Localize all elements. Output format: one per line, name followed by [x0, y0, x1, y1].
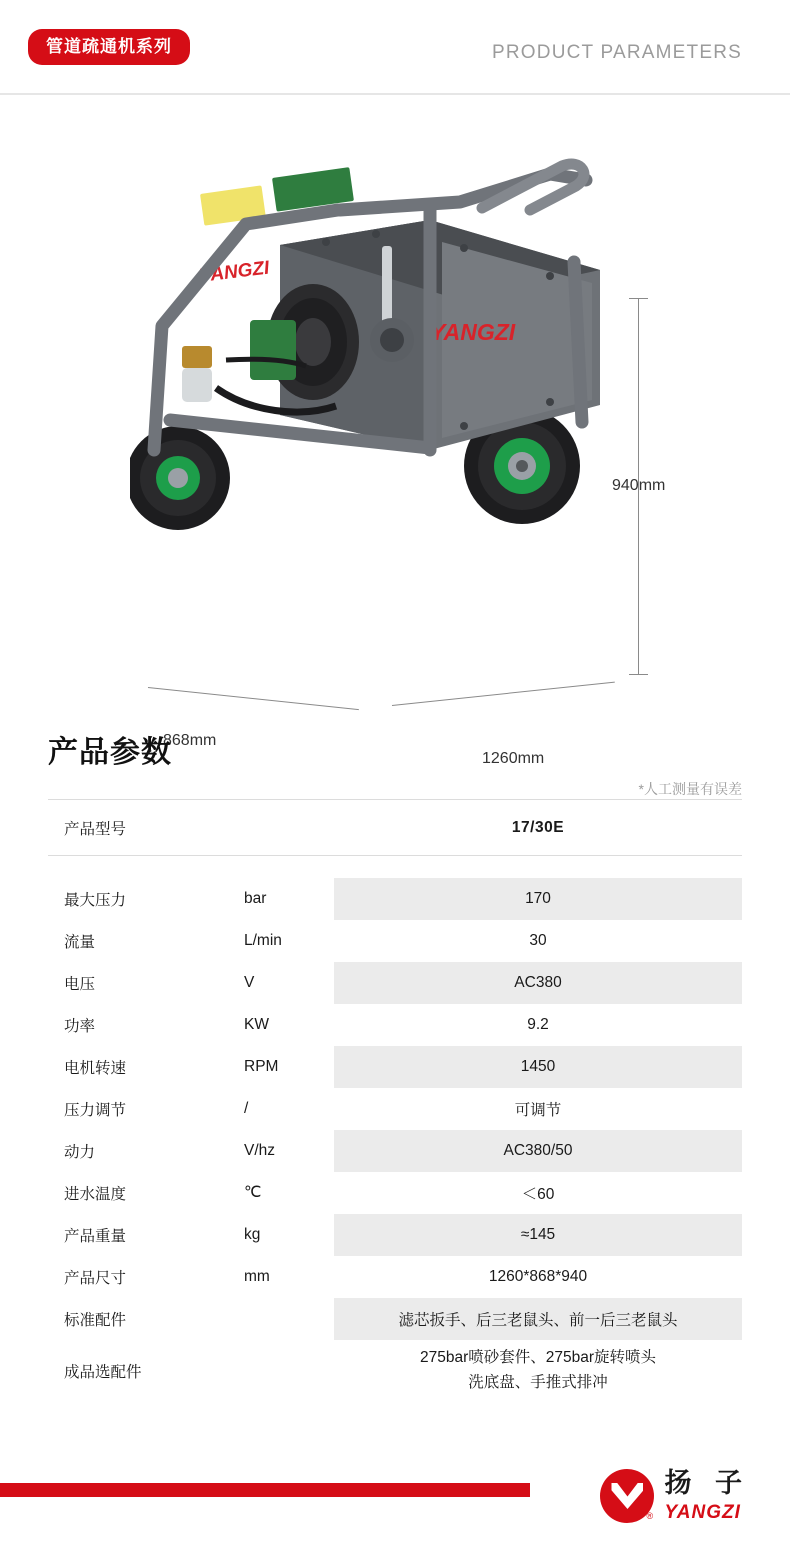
model-label: 产品型号 — [48, 800, 244, 856]
table-row — [48, 1046, 742, 1088]
spec-name: 功率 — [64, 1017, 96, 1035]
registered-mark: ® — [646, 1511, 654, 1521]
spec-value: 1260*868*940 — [488, 1267, 588, 1285]
spec-unit — [244, 1298, 334, 1340]
spec-name: 进水温度 — [64, 1185, 127, 1203]
spec-unit: mm — [244, 1267, 270, 1285]
width-dimension-line — [392, 682, 615, 706]
table-row — [48, 1172, 742, 1214]
spec-value — [334, 1340, 742, 1402]
table-row — [48, 1214, 742, 1256]
spec-unit: KW — [244, 1015, 269, 1033]
table-row-model — [48, 800, 742, 856]
model-unit — [244, 800, 334, 856]
table-row — [48, 878, 742, 920]
spec-section — [0, 727, 790, 1402]
spec-value: ＜60 — [521, 1185, 555, 1203]
table-row — [48, 1340, 742, 1402]
spec-unit: ℃ — [244, 1184, 262, 1201]
page-footer — [0, 1465, 790, 1555]
spec-rows-container — [48, 878, 742, 1402]
table-row — [48, 1256, 742, 1298]
spec-name: 产品重量 — [48, 1214, 244, 1256]
spec-value: AC380 — [334, 962, 742, 1004]
spec-name: 标准配件 — [48, 1298, 244, 1340]
spec-value-line: 275bar喷砂套件、275bar旋转喷头 — [419, 1349, 657, 1367]
table-row — [48, 1130, 742, 1172]
spec-value: 170 — [334, 878, 742, 920]
table-row — [48, 1298, 742, 1340]
spec-name: 最大压力 — [48, 878, 244, 920]
spec-value: 可调节 — [514, 1101, 562, 1119]
product-photo — [130, 150, 600, 570]
footer-red-bar — [0, 1483, 530, 1497]
spec-table-body — [48, 800, 742, 878]
brand-logo — [600, 1469, 750, 1523]
spec-unit: kg — [244, 1214, 334, 1256]
table-row — [48, 962, 742, 1004]
height-dimension-label: 940mm — [612, 477, 666, 494]
spec-unit — [244, 1340, 334, 1402]
table-row — [48, 920, 742, 962]
spec-value: AC380/50 — [334, 1130, 742, 1172]
width-dimension-label: 1260mm — [482, 750, 545, 767]
spec-unit: V/hz — [244, 1130, 334, 1172]
spec-name: 流量 — [64, 933, 96, 951]
spec-name: 成品选配件 — [64, 1363, 142, 1381]
spec-value: 1450 — [334, 1046, 742, 1088]
spec-value: 9.2 — [527, 1015, 549, 1033]
model-value: 17/30E — [334, 800, 742, 856]
table-row — [48, 1004, 742, 1046]
spec-unit: V — [244, 962, 334, 1004]
section-title: 产品参数 — [48, 736, 172, 769]
spec-name: 动力 — [48, 1130, 244, 1172]
table-spacer-row — [48, 856, 742, 878]
wheel-front-left — [130, 426, 230, 530]
spec-unit: L/min — [244, 931, 282, 949]
spec-name: 电机转速 — [48, 1046, 244, 1088]
spec-name: 产品尺寸 — [64, 1269, 127, 1287]
brand-name-en: YANGZI — [664, 1502, 741, 1523]
svg-text:YANGZI: YANGZI — [430, 319, 516, 345]
spec-value: 滤芯扳手、后三老鼠头、前一后三老鼠头 — [334, 1298, 742, 1340]
depth-dimension-line — [148, 687, 359, 710]
spec-unit: / — [244, 1099, 249, 1117]
depth-dimension-label: 868mm — [163, 732, 217, 749]
table-row — [48, 1088, 742, 1130]
brand-name-cn: 扬 子 — [664, 1468, 750, 1498]
spec-table — [48, 799, 742, 1402]
spec-value: 30 — [529, 931, 547, 949]
page-title: PRODUCT PARAMETERS — [492, 42, 742, 63]
spec-value-line: 洗底盘、手推式排冲 — [468, 1373, 608, 1391]
svg-text:YANGZI: YANGZI — [198, 257, 271, 287]
brand-logo-text — [664, 1470, 750, 1522]
spec-name: 电压 — [48, 962, 244, 1004]
spec-value: ≈145 — [334, 1214, 742, 1256]
spec-name: 压力调节 — [64, 1101, 127, 1119]
series-badge: 管道疏通机系列 — [28, 29, 190, 65]
spec-unit: bar — [244, 878, 334, 920]
spec-unit: RPM — [244, 1046, 334, 1088]
measurement-note: *人工测量有误差 — [638, 781, 742, 797]
yangzi-mark-icon — [600, 1469, 654, 1523]
page-header — [0, 0, 790, 95]
